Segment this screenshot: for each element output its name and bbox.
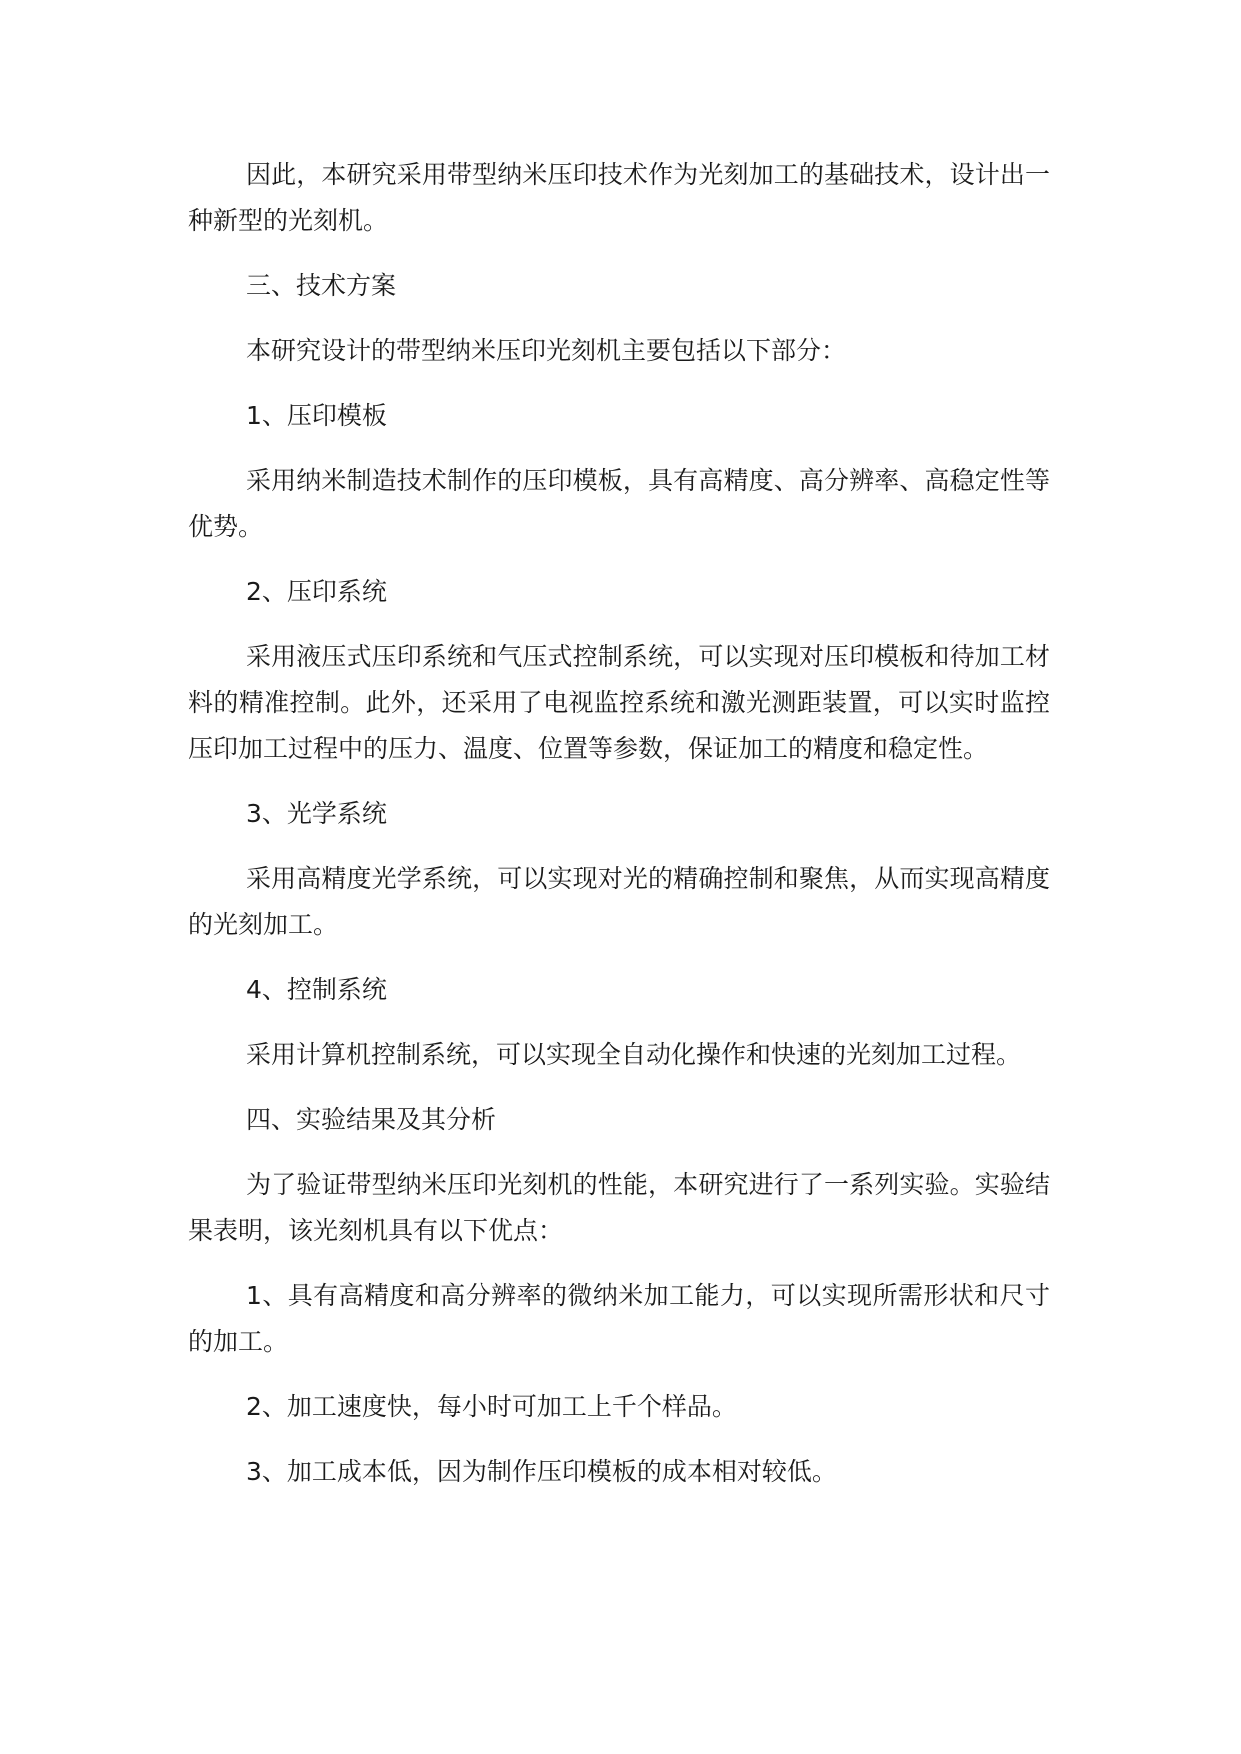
- document-page: [188, 152, 1050, 1514]
- result-item-precision: 1、具有高精度和高分辨率的微纳米加工能力，可以实现所需形状和尺寸的加工。: [188, 1281, 1050, 1356]
- result-item-speed: 2、加工速度快，每小时可加工上千个样品。: [246, 1392, 737, 1421]
- item-heading-imprint-template: 1、压印模板: [246, 401, 387, 430]
- paragraph-imprint-template: 采用纳米制造技术制作的压印模板，具有高精度、高分辨率、高稳定性等优势。: [188, 466, 1050, 541]
- item-heading-optical-system: 3、光学系统: [246, 799, 387, 828]
- item-heading-imprint-system: 2、压印系统: [246, 577, 387, 606]
- section-heading-experiment-results: 四、实验结果及其分析: [246, 1105, 497, 1134]
- paragraph-components-intro: 本研究设计的带型纳米压印光刻机主要包括以下部分：: [246, 336, 847, 365]
- section-heading-technical-plan: 三、技术方案: [246, 271, 397, 300]
- item-heading-control-system: 4、控制系统: [246, 975, 387, 1004]
- paragraph-intro-conclusion: 因此，本研究采用带型纳米压印技术作为光刻加工的基础技术，设计出一种新型的光刻机。: [188, 160, 1050, 235]
- result-item-cost: 3、加工成本低，因为制作压印模板的成本相对较低。: [246, 1457, 837, 1486]
- paragraph-experiment-intro: 为了验证带型纳米压印光刻机的性能，本研究进行了一系列实验。实验结果表明，该光刻机具有以下优点：: [188, 1170, 1050, 1245]
- paragraph-optical-system: 采用高精度光学系统，可以实现对光的精确控制和聚焦，从而实现高精度的光刻加工。: [188, 864, 1050, 939]
- paragraph-imprint-system: 采用液压式压印系统和气压式控制系统，可以实现对压印模板和待加工材料的精准控制。此外，还采用了电视监控系统和激光测距装置，可以实时监控压印加工过程中的压力、温度、位置等参数，保证加工的精度和稳定性。: [188, 642, 1050, 763]
- paragraph-control-system: 采用计算机控制系统，可以实现全自动化操作和快速的光刻加工过程。: [246, 1040, 1022, 1069]
